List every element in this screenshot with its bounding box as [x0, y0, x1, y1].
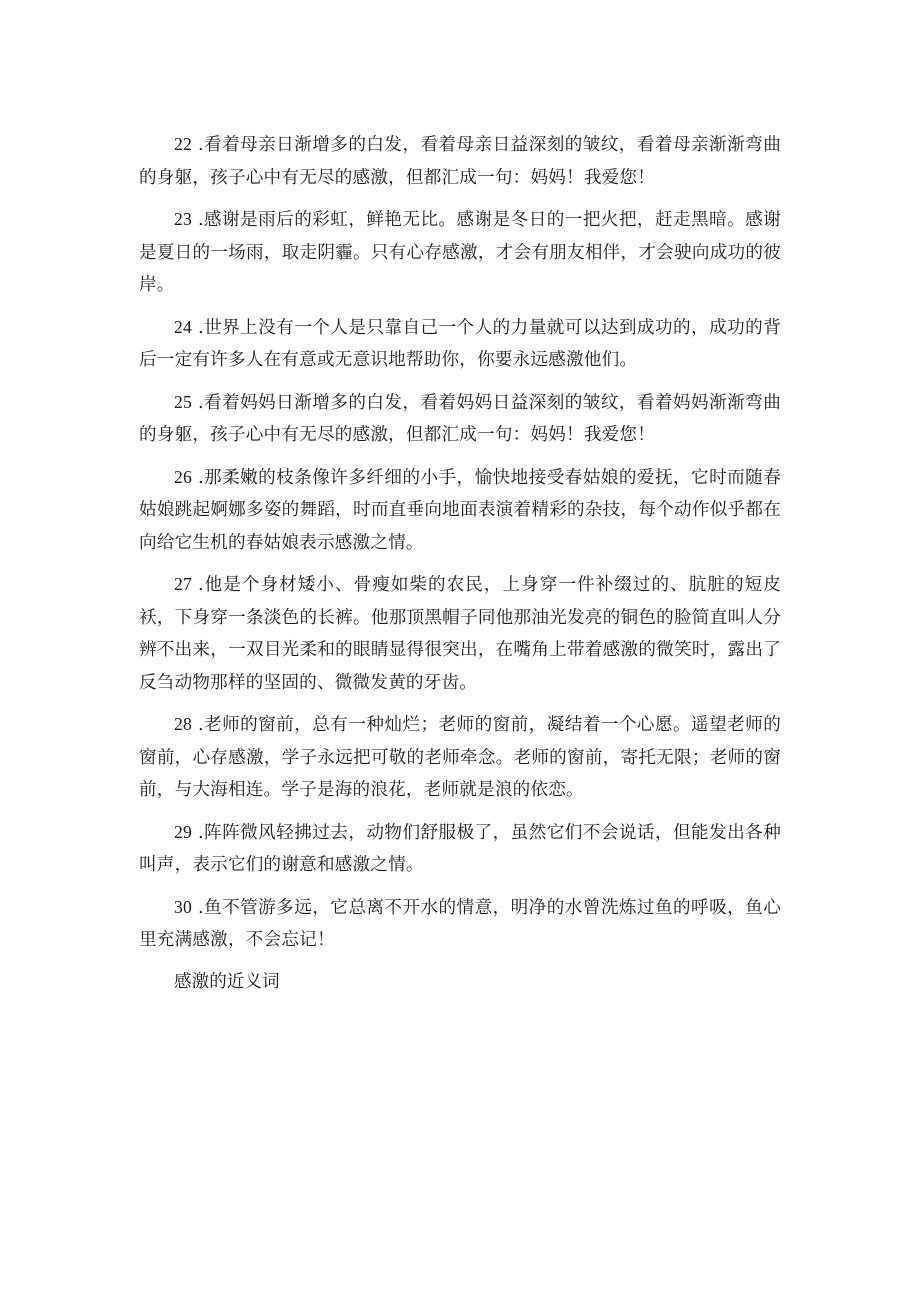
item-number: 29	[174, 821, 192, 842]
list-item	[139, 128, 781, 194]
list-item	[139, 311, 781, 377]
item-text: .看着妈妈日渐增多的白发，看着妈妈日益深刻的皱纹，看着妈妈渐渐弯曲的身躯，孩子心中有无尽的感激，但都汇成一句：妈妈！我爱您！	[139, 392, 781, 445]
item-text: .老师的窗前，总有一种灿烂；老师的窗前，凝结着一个心愿。遥望老师的窗前，心存感激，学子永远把可敬的老师牵念。老师的窗前，寄托无限；老师的窗前，与大海相连。学子是海的浪花，老师就是浪的依恋。	[139, 715, 781, 800]
item-number: 28	[174, 714, 192, 734]
item-text: .那柔嫩的枝条像许多纤细的小手，愉快地接受春姑娘的爱抚，它时而随春姑娘跳起婀娜多姿的舞蹈，时而直垂向地面表演着精彩的杂技，每个动作似乎都在向给它生机的春姑娘表示感激之情。	[139, 467, 781, 553]
item-number: 23	[174, 209, 192, 229]
item-text: .鱼不管游多远，它总离不开水的情意，明净的水曾洗炼过鱼的呼吸，鱼心里充满感激，不会忘记！	[139, 897, 781, 950]
list-item	[139, 203, 781, 302]
item-number: 24	[174, 316, 192, 337]
list-item	[139, 891, 781, 957]
item-text: .感谢是雨后的彩虹，鲜艳无比。感谢是冬日的一把火把，赶走黑暗。感谢是夏日的一场雨，取走阴霾。只有心存感激，才会有朋友相伴，才会驶向成功的彼岸。	[139, 210, 781, 295]
item-text: .他是个身材矮小、骨瘦如柴的农民，上身穿一件补缀过的、肮脏的短皮袄，下身穿一条淡色的长裤。他那顶黑帽子同他那油光发亮的铜色的脸简直叫人分辨不出来，一双目光柔和的眼睛显得很突出，在嘴角上带着感激的微笑时，露出了反刍动物那样的坚固的、微微发黄的牙齿。	[139, 575, 781, 693]
item-text: .阵阵微风轻拂过去，动物们舒服极了，虽然它们不会说话，但能发出各种叫声，表示它们的谢意和感激之情。	[139, 822, 781, 875]
list-item	[139, 386, 781, 452]
section-heading: 感激的近义词	[174, 971, 280, 992]
document-body	[139, 128, 781, 998]
list-item	[139, 708, 781, 807]
list-item	[139, 568, 781, 699]
item-text: .世界上没有一个人是只靠自己一个人的力量就可以达到成功的，成功的背后一定有许多人在有意或无意识地帮助你，你要永远感激他们。	[139, 317, 781, 370]
item-text: .看着母亲日渐增多的白发，看着母亲日益深刻的皱纹，看着母亲渐渐弯曲的身躯，孩子心中有无尽的感激，但都汇成一句：妈妈！我爱您！	[139, 135, 781, 188]
item-number: 25	[174, 391, 192, 412]
item-number: 27	[174, 574, 192, 594]
item-number: 26	[174, 466, 192, 487]
item-number: 22	[174, 134, 192, 154]
list-item	[139, 461, 781, 560]
list-item	[139, 816, 781, 882]
item-number: 30	[174, 896, 192, 917]
